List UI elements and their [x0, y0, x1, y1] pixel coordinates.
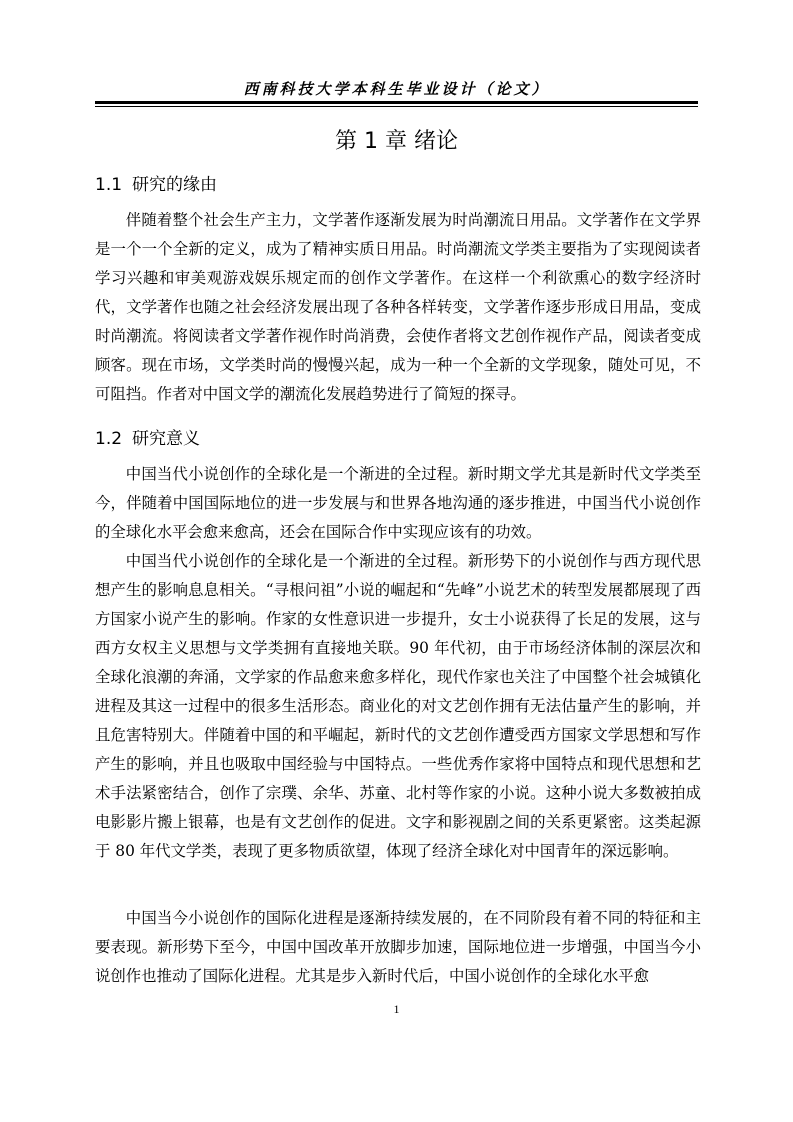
header-rule-thin — [95, 106, 698, 107]
section-number: 1.1 — [95, 175, 123, 195]
chapter-title: 第 1 章 绪论 — [335, 129, 458, 154]
section-heading-1-1 — [95, 170, 698, 195]
section-number: 1.2 — [95, 429, 123, 449]
paragraph: 中国当今小说创作的国际化进程是逐渐持续发展的，在不同阶段有着不同的特征和主要表现。新形势下至今，中国中国改革开放脚步加速，国际地位进一步增强，中国当今小说创作也推动了国际化进程。尤其是步入新时代后，中国小说创作的全球化水平愈 — [95, 909, 701, 985]
page-number: 1 — [393, 1002, 400, 1016]
section-title: 研究意义 — [132, 429, 201, 449]
running-header: 西南科技大学本科生毕业设计（论文） — [243, 80, 550, 98]
paragraph: 中国当代小说创作的全球化是一个渐进的全过程。新形势下的小说创作与西方现代思想产生的影响息息相关。“寻根问祖”小说的崛起和“先峰”小说艺术的转型发展都展现了西方国家小说产生的影响。作家的女性意识进一步提升，女士小说获得了长足的发展，这与西方女权主义思想与文学类拥有直接地关联。90 年代初，由于市场经济体制的深层次和全球化浪潮的奔涌，文学家的作品愈来愈多样化，现代作家也关注了中国整个社会城镇化进程及其这一过程中的很多生活形态。商业化的对文艺创作拥有无法估量产生的影响，并且危害特别大。伴随着中国的和平崛起，新时代的文艺创作遭受西方国家文学思想和写作产生的影响，并且也吸取中国经验与中国特点。一些优秀作家将中国特点和现代思想和艺术手法紧密结合，创作了宗璞、余华、苏童、北村等作家的小说。这种小说大多数被拍成电影影片搬上银幕，也是有文艺创作的促进。文字和影视剧之间的关系更紧密。这类起源于 80 年代文学类，表现了更多物质欲望，体现了经济全球化对中国青年的深远影响。 — [95, 552, 701, 860]
paragraph: 中国当代小说创作的全球化是一个渐进的全过程。新时期文学尤其是新时代文学类至今，伴随着中国国际地位的进一步发展与和世界各地沟通的逐步推进，中国当代小说创作的全球化水平会愈来愈高，还会在国际合作中实现应该有的功效。 — [95, 465, 701, 541]
header-rule-thick — [95, 101, 698, 104]
section-heading-1-2 — [95, 424, 698, 449]
paragraph: 伴随着整个社会生产主力，文学著作逐渐发展为时尚潮流日用品。文学著作在文学界是一个一个全新的定义，成为了精神实质日用品。时尚潮流文学类主要指为了实现阅读者学习兴趣和审美观游戏娱乐规定而的创作文学著作。在这样一个利欲熏心的数字经济时代，文学著作也随之社会经济发展出现了各种各样转变，文学著作逐步形成日用品，变成时尚潮流。将阅读者文学著作视作时尚消费，会使作者将文艺创作视作产品，阅读者变成顾客。现在市场，文学类时尚的慢慢兴起，成为一种一个全新的文学现象，随处可见，不可阻挡。作者对中国文学的潮流化发展趋势进行了简短的探寻。 — [95, 211, 701, 403]
section-title: 研究的缘由 — [132, 175, 218, 195]
